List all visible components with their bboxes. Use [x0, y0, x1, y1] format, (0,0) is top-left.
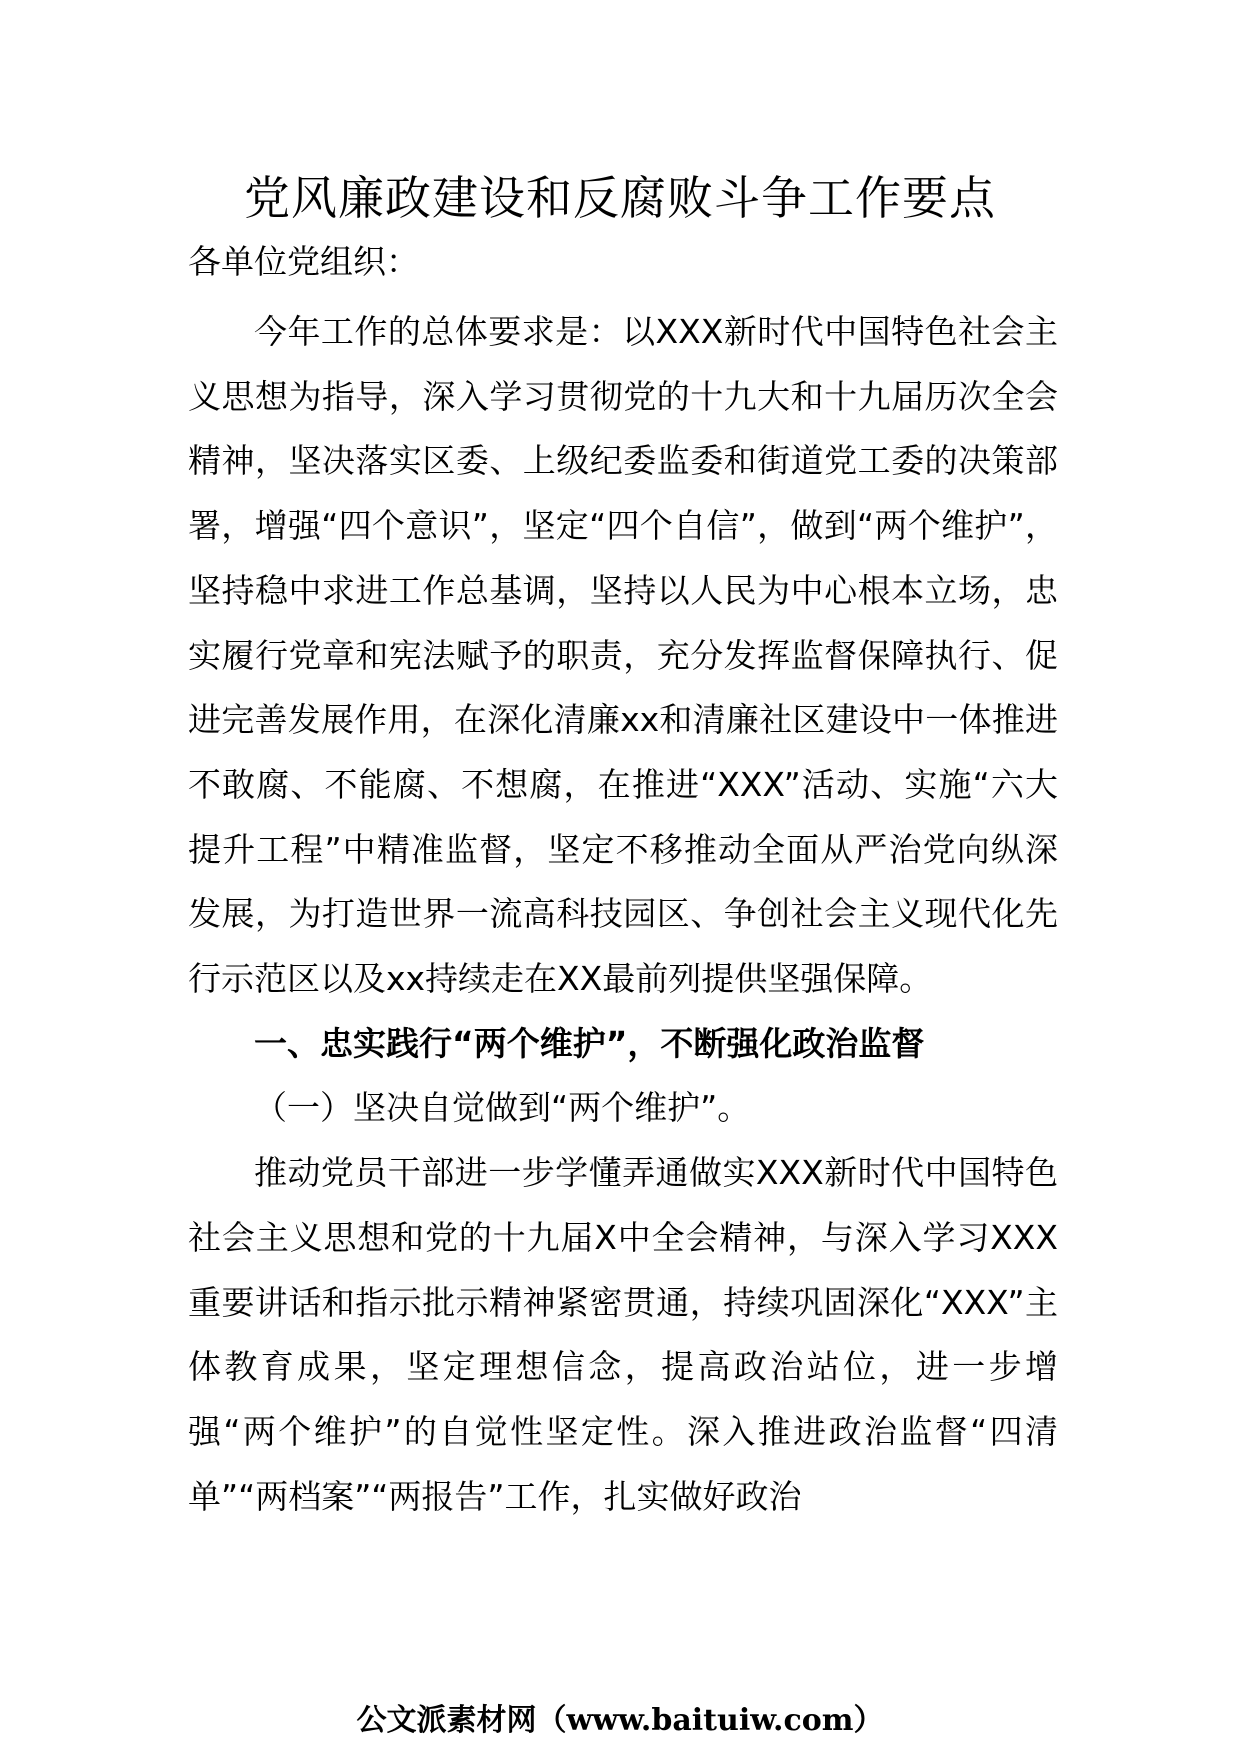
- subsection-heading: （一）坚决自觉做到“两个维护”。: [254, 1088, 751, 1128]
- section-heading: 一、忠实践行“两个维护”，不断强化政治监督: [254, 1023, 925, 1063]
- intro-paragraph: 今年工作的总体要求是：以XXX新时代中国特色社会主义思想为指导，深入学习贯彻党的十九大和十九届历次全会精神，坚决落实区委、上级纪委监委和街道党工委的决策部署，增强“四个意识”，坚定“四个自信”，做到“两个维护”，坚持稳中求进工作总基调，坚持以人民为中心根本立场，忠实履行党章和宪法赋予的职责，充分发挥监督保障执行、促进完善发展作用，在深化清廉xx和清廉社区建设中一体推进不敢腐、不能腐、不想腐，在推进“XXX”活动、实施“六大提升工程”中精准监督，坚定不移推动全面从严治党向纵深发展，为打造世界一流高科技园区、争创社会主义现代化先行示范区以及xx持续走在XX最前列提供坚强保障。: [188, 312, 1058, 999]
- footer-watermark: 公文派素材网（www.baituiw.com）: [356, 1703, 884, 1738]
- salutation: 各单位党组织：: [188, 242, 419, 281]
- subsection-paragraph: 推动党员干部进一步学懂弄通做实XXX新时代中国特色社会主义思想和党的十九届X中全会精神，与深入学习XXX重要讲话和指示批示精神紧密贯通，持续巩固深化“XXX”主体教育成果，坚定理想信念，提高政治站位，进一步增强“两个维护”的自觉性坚定性。深入推进政治监督“四清单”“两档案”“两报告”工作，扎实做好政治: [188, 1153, 1058, 1516]
- document-title: 党风廉政建设和反腐败斗争工作要点: [244, 171, 996, 225]
- document-body: [188, 300, 1058, 1529]
